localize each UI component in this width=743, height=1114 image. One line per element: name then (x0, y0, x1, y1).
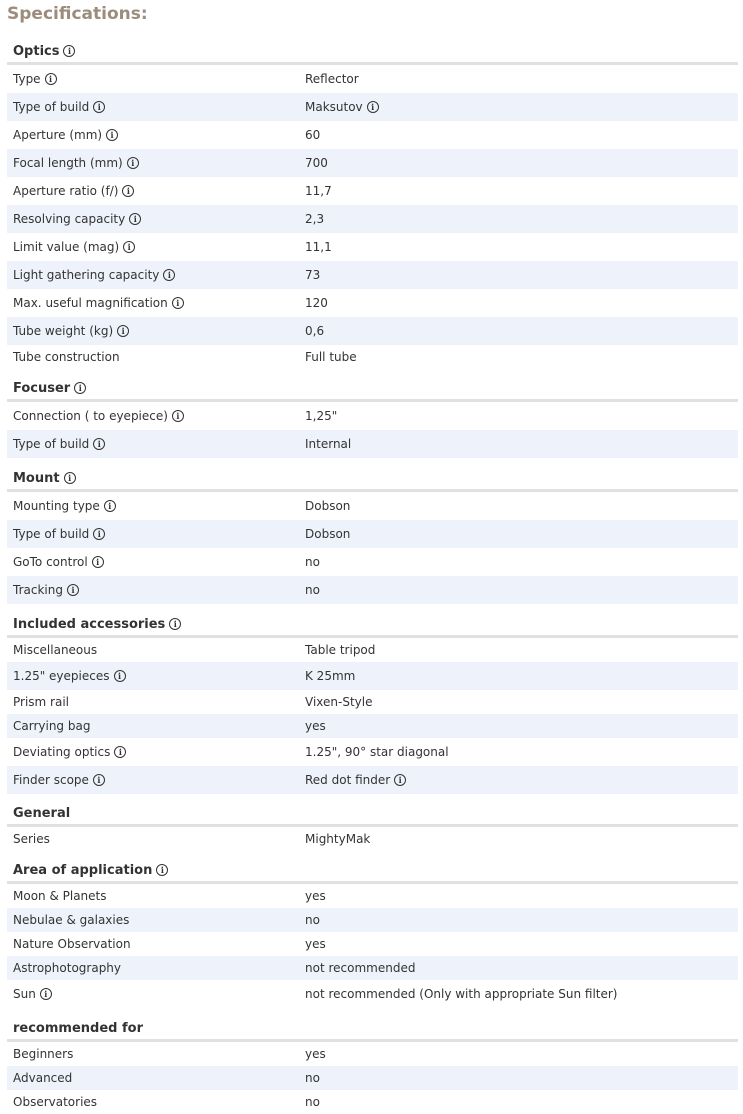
section-title: Optics (13, 43, 60, 59)
spec-row (7, 1090, 738, 1114)
spec-label: Observatories (13, 1095, 98, 1109)
spec-value: Table tripod (305, 643, 376, 657)
spec-value-cell (305, 583, 738, 597)
spec-label: Mounting type (13, 499, 100, 513)
spec-label-cell (13, 961, 305, 975)
page-title: Specifications: (7, 4, 148, 24)
spec-value: no (305, 913, 320, 927)
spec-value: yes (305, 889, 326, 903)
spec-row (7, 233, 738, 261)
spec-value: 2,3 (305, 212, 325, 226)
info-icon[interactable]: i (129, 213, 141, 225)
spec-label-cell (13, 1095, 305, 1109)
spec-label: Carrying bag (13, 719, 91, 733)
spec-label-cell (13, 128, 305, 142)
spec-value-cell (305, 437, 738, 451)
spec-label: Tube construction (13, 350, 120, 364)
spec-row (7, 638, 738, 662)
info-icon[interactable]: i (64, 472, 76, 484)
spec-row (7, 548, 738, 576)
section-recommended-for (7, 1017, 738, 1114)
spec-label-cell (13, 350, 305, 364)
spec-value-cell (305, 889, 738, 903)
section-title: recommended for (13, 1020, 143, 1036)
info-icon[interactable]: i (93, 101, 105, 113)
spec-label: Type of build (13, 100, 90, 114)
spec-label: Deviating optics (13, 745, 111, 759)
spec-label-cell (13, 832, 305, 846)
section-header (7, 859, 738, 884)
info-icon[interactable]: i (45, 73, 57, 85)
spec-value-cell (305, 527, 738, 541)
spec-label-cell (13, 913, 305, 927)
spec-label-cell (13, 527, 305, 541)
spec-value: 120 (305, 296, 328, 310)
spec-label: Advanced (13, 1071, 73, 1085)
info-icon[interactable]: i (63, 45, 75, 57)
spec-value: 11,7 (305, 184, 332, 198)
spec-value-cell (305, 324, 738, 338)
spec-label: Beginners (13, 1047, 74, 1061)
spec-value: Maksutov (305, 100, 363, 114)
info-icon[interactable]: i (93, 528, 105, 540)
spec-row (7, 908, 738, 932)
section-header (7, 377, 738, 402)
spec-label-cell (13, 409, 305, 423)
info-icon[interactable]: i (117, 325, 129, 337)
spec-row (7, 317, 738, 345)
spec-value: yes (305, 937, 326, 951)
spec-value-cell (305, 1047, 738, 1061)
spec-label: Connection ( to eyepiece) (13, 409, 168, 423)
spec-value: 700 (305, 156, 328, 170)
spec-label-cell (13, 719, 305, 733)
spec-label-cell (13, 240, 305, 254)
spec-label-cell (13, 212, 305, 226)
spec-row (7, 980, 738, 1008)
spec-row (7, 205, 738, 233)
spec-value-cell (305, 240, 738, 254)
spec-value-cell (305, 643, 738, 657)
spec-value: not recommended (Only with appropriate Sun filter) (305, 987, 618, 1001)
spec-label: Prism rail (13, 695, 70, 709)
spec-value: 60 (305, 128, 321, 142)
spec-label: Aperture ratio (f/) (13, 184, 119, 198)
spec-row (7, 149, 738, 177)
spec-value: MightyMak (305, 832, 371, 846)
spec-label: Series (13, 832, 50, 846)
info-icon[interactable]: i (114, 670, 126, 682)
spec-row (7, 827, 738, 851)
spec-value: Reflector (305, 72, 359, 86)
info-icon[interactable]: i (93, 438, 105, 450)
spec-label: Type (13, 72, 41, 86)
spec-value-cell (305, 1095, 738, 1109)
spec-value-cell (305, 409, 738, 423)
spec-label: Max. useful magnification (13, 296, 168, 310)
section-header (7, 467, 738, 492)
spec-label: Resolving capacity (13, 212, 126, 226)
spec-label-cell (13, 745, 305, 759)
spec-value: 1,25" (305, 409, 338, 423)
section-title: Included accessories (13, 616, 166, 632)
spec-row (7, 520, 738, 548)
spec-value-cell (305, 832, 738, 846)
section-header (7, 1017, 738, 1042)
spec-label-cell (13, 296, 305, 310)
info-icon[interactable]: i (92, 556, 104, 568)
section-included-accessories (7, 613, 738, 794)
spec-value-cell (305, 268, 738, 282)
spec-value-cell (305, 745, 738, 759)
spec-value: no (305, 583, 320, 597)
info-icon[interactable]: i (156, 864, 168, 876)
spec-row (7, 884, 738, 908)
spec-value-cell (305, 212, 738, 226)
spec-value: no (305, 555, 320, 569)
info-icon[interactable]: i (172, 297, 184, 309)
spec-row (7, 576, 738, 604)
section-title: Area of application (13, 862, 153, 878)
spec-value-cell (305, 961, 738, 975)
section-title: Focuser (13, 380, 71, 396)
spec-row (7, 662, 738, 690)
spec-row (7, 93, 738, 121)
spec-value-cell (305, 100, 738, 114)
spec-label-cell (13, 773, 305, 787)
spec-label-cell (13, 156, 305, 170)
info-icon[interactable]: i (40, 988, 52, 1000)
spec-value-cell (305, 350, 738, 364)
spec-value-cell (305, 773, 738, 787)
spec-value: no (305, 1071, 320, 1085)
spec-label-cell (13, 583, 305, 597)
spec-row (7, 430, 738, 458)
spec-label: Nebulae & galaxies (13, 913, 130, 927)
spec-value-cell (305, 128, 738, 142)
info-icon[interactable]: i (163, 269, 175, 281)
spec-row (7, 65, 738, 93)
spec-value: 1.25", 90° star diagonal (305, 745, 449, 759)
spec-label: Limit value (mag) (13, 240, 120, 254)
spec-label-cell (13, 695, 305, 709)
spec-row (7, 738, 738, 766)
spec-label: Finder scope (13, 773, 89, 787)
section-header (7, 802, 738, 827)
spec-label: Type of build (13, 527, 90, 541)
spec-value: not recommended (305, 961, 416, 975)
spec-value: Internal (305, 437, 352, 451)
spec-value-cell (305, 184, 738, 198)
info-icon[interactable]: i (106, 129, 118, 141)
info-icon[interactable]: i (122, 185, 134, 197)
spec-label: Light gathering capacity (13, 268, 160, 282)
spec-row (7, 121, 738, 149)
info-icon[interactable]: i (104, 500, 116, 512)
spec-label-cell (13, 1047, 305, 1061)
spec-label: GoTo control (13, 555, 88, 569)
spec-row (7, 956, 738, 980)
spec-label-cell (13, 937, 305, 951)
info-icon[interactable]: i (67, 584, 79, 596)
spec-label: Moon & Planets (13, 889, 107, 903)
section-title: Mount (13, 470, 60, 486)
info-icon[interactable]: i (127, 157, 139, 169)
spec-value-cell (305, 695, 738, 709)
spec-value: 11,1 (305, 240, 332, 254)
spec-row (7, 714, 738, 738)
spec-value: K 25mm (305, 669, 356, 683)
spec-label: Tube weight (kg) (13, 324, 114, 338)
spec-label-cell (13, 184, 305, 198)
spec-label-cell (13, 987, 305, 1001)
spec-value: Dobson (305, 499, 351, 513)
section-mount (7, 467, 738, 604)
spec-value-cell (305, 1071, 738, 1085)
spec-label: Miscellaneous (13, 643, 98, 657)
spec-value: Red dot finder (305, 773, 391, 787)
spec-value-cell (305, 499, 738, 513)
spec-value: Dobson (305, 527, 351, 541)
spec-label-cell (13, 1071, 305, 1085)
spec-value-cell (305, 72, 738, 86)
spec-label-cell (13, 324, 305, 338)
spec-row (7, 766, 738, 794)
spec-sections (7, 32, 738, 1114)
info-icon[interactable]: i (74, 382, 86, 394)
spec-label-cell (13, 437, 305, 451)
spec-value-cell (305, 719, 738, 733)
spec-value: Full tube (305, 350, 357, 364)
spec-label: Sun (13, 987, 36, 1001)
spec-value-cell (305, 913, 738, 927)
spec-value-cell (305, 156, 738, 170)
spec-label: Focal length (mm) (13, 156, 123, 170)
spec-value: yes (305, 719, 326, 733)
spec-value-cell (305, 987, 738, 1001)
spec-label: 1.25" eyepieces (13, 669, 110, 683)
spec-label-cell (13, 100, 305, 114)
spec-row (7, 402, 738, 430)
spec-row (7, 345, 738, 369)
section-area-of-application (7, 859, 738, 1008)
spec-label-cell (13, 72, 305, 86)
spec-value: no (305, 1095, 320, 1109)
spec-label-cell (13, 499, 305, 513)
section-focuser (7, 377, 738, 458)
spec-label-cell (13, 889, 305, 903)
spec-row (7, 261, 738, 289)
spec-label: Nature Observation (13, 937, 131, 951)
spec-row (7, 932, 738, 956)
spec-value-cell (305, 937, 738, 951)
spec-row (7, 1042, 738, 1066)
spec-label-cell (13, 555, 305, 569)
section-general (7, 802, 738, 851)
spec-label-cell (13, 643, 305, 657)
info-icon[interactable]: i (114, 746, 126, 758)
info-icon[interactable]: i (172, 410, 184, 422)
section-title: General (13, 805, 71, 821)
spec-label: Aperture (mm) (13, 128, 103, 142)
spec-row (7, 690, 738, 714)
spec-value: yes (305, 1047, 326, 1061)
spec-row (7, 177, 738, 205)
spec-row (7, 1066, 738, 1090)
spec-label-cell (13, 669, 305, 683)
spec-value: Vixen-Style (305, 695, 373, 709)
spec-label: Tracking (13, 583, 63, 597)
section-header (7, 613, 738, 638)
spec-label: Astrophotography (13, 961, 122, 975)
spec-value-cell (305, 296, 738, 310)
spec-value: 0,6 (305, 324, 325, 338)
spec-value: 73 (305, 268, 321, 282)
info-icon[interactable]: i (367, 101, 379, 113)
spec-label-cell (13, 268, 305, 282)
section-optics (7, 40, 738, 369)
info-icon[interactable]: i (394, 774, 406, 786)
spec-row (7, 289, 738, 317)
spec-label: Type of build (13, 437, 90, 451)
spec-value-cell (305, 669, 738, 683)
section-header (7, 40, 738, 65)
info-icon[interactable]: i (169, 618, 181, 630)
spec-value-cell (305, 555, 738, 569)
spec-row (7, 492, 738, 520)
info-icon[interactable]: i (123, 241, 135, 253)
info-icon[interactable]: i (93, 774, 105, 786)
